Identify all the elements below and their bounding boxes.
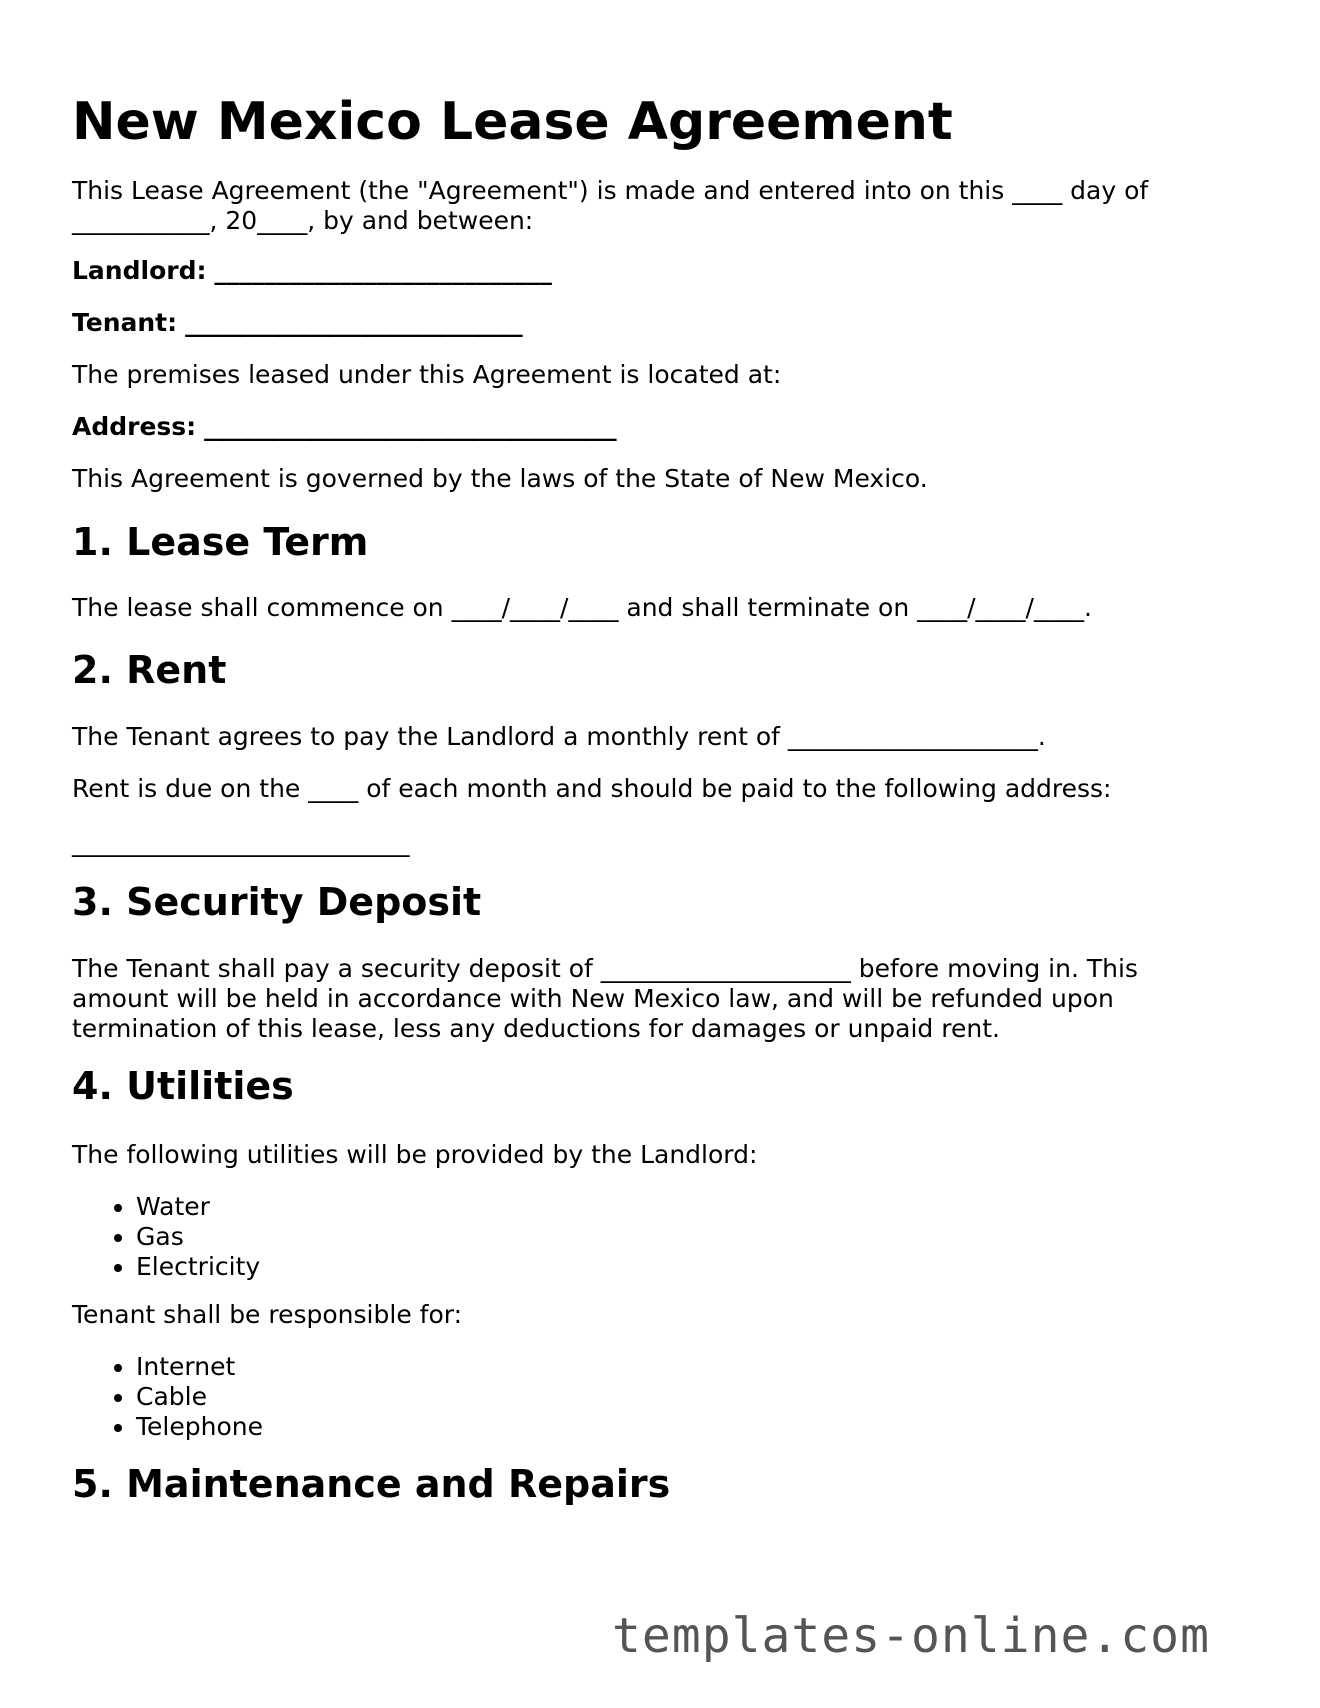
tenant-utilities-list [72,1352,263,1442]
list-item: • Water [136,1192,260,1222]
section-heading-utilities: 4. Utilities [72,1064,294,1108]
intro-paragraph [72,176,1222,236]
watermark-text: templates-online.com [612,1608,1210,1664]
list-item: • Cable [136,1382,263,1412]
list-item: • Gas [136,1222,260,1252]
security-deposit-line-2: amount will be held in accordance with New Mexico law, and will be refunded upon [72,984,1114,1013]
premises-text: The premises leased under this Agreement is located at: [72,360,782,389]
section-heading-maintenance: 5. Maintenance and Repairs [72,1462,671,1506]
security-deposit-line-3: termination of this lease, less any deductions for damages or unpaid rent. [72,1014,1000,1043]
intro-line-2: ___________, 20____, by and between: [72,206,534,235]
list-item: • Electricity [136,1252,260,1282]
rent-due-text: Rent is due on the ____ of each month and should be paid to the following address: [72,774,1112,803]
address-blank: _________________________________ [204,412,617,441]
list-item: • Internet [136,1352,263,1382]
lease-term-text: The lease shall commence on ____/____/____ and shall terminate on ____/____/____. [72,593,1092,622]
governed-text: This Agreement is governed by the laws of the State of New Mexico. [72,464,928,493]
landlord-label: Landlord: [72,256,207,285]
intro-line-1: This Lease Agreement (the "Agreement") is made and entered into on this ____ day of [72,176,1149,205]
rent-address-blank: ___________________________ [72,828,410,857]
section-heading-security-deposit: 3. Security Deposit [72,880,482,924]
section-heading-lease-term: 1. Lease Term [72,520,369,564]
utilities-landlord-text: The following utilities will be provided by the Landlord: [72,1140,758,1169]
address-line [72,412,1222,442]
section-heading-rent: 2. Rent [72,648,227,692]
list-item: • Telephone [136,1412,263,1442]
security-deposit-paragraph [72,954,1222,1044]
tenant-label: Tenant: [72,308,178,337]
rent-amount-text: The Tenant agrees to pay the Landlord a monthly rent of ____________________. [72,722,1046,751]
address-label: Address: [72,412,197,441]
landlord-blank: ___________________________ [214,256,552,285]
document-title: New Mexico Lease Agreement [72,92,953,152]
landlord-line [72,256,1222,286]
landlord-utilities-list [72,1192,260,1282]
utilities-tenant-text: Tenant shall be responsible for: [72,1300,463,1329]
security-deposit-line-1: The Tenant shall pay a security deposit of ____________________ before moving in. This [72,954,1138,983]
tenant-line [72,308,1222,338]
tenant-blank: ___________________________ [185,308,523,337]
